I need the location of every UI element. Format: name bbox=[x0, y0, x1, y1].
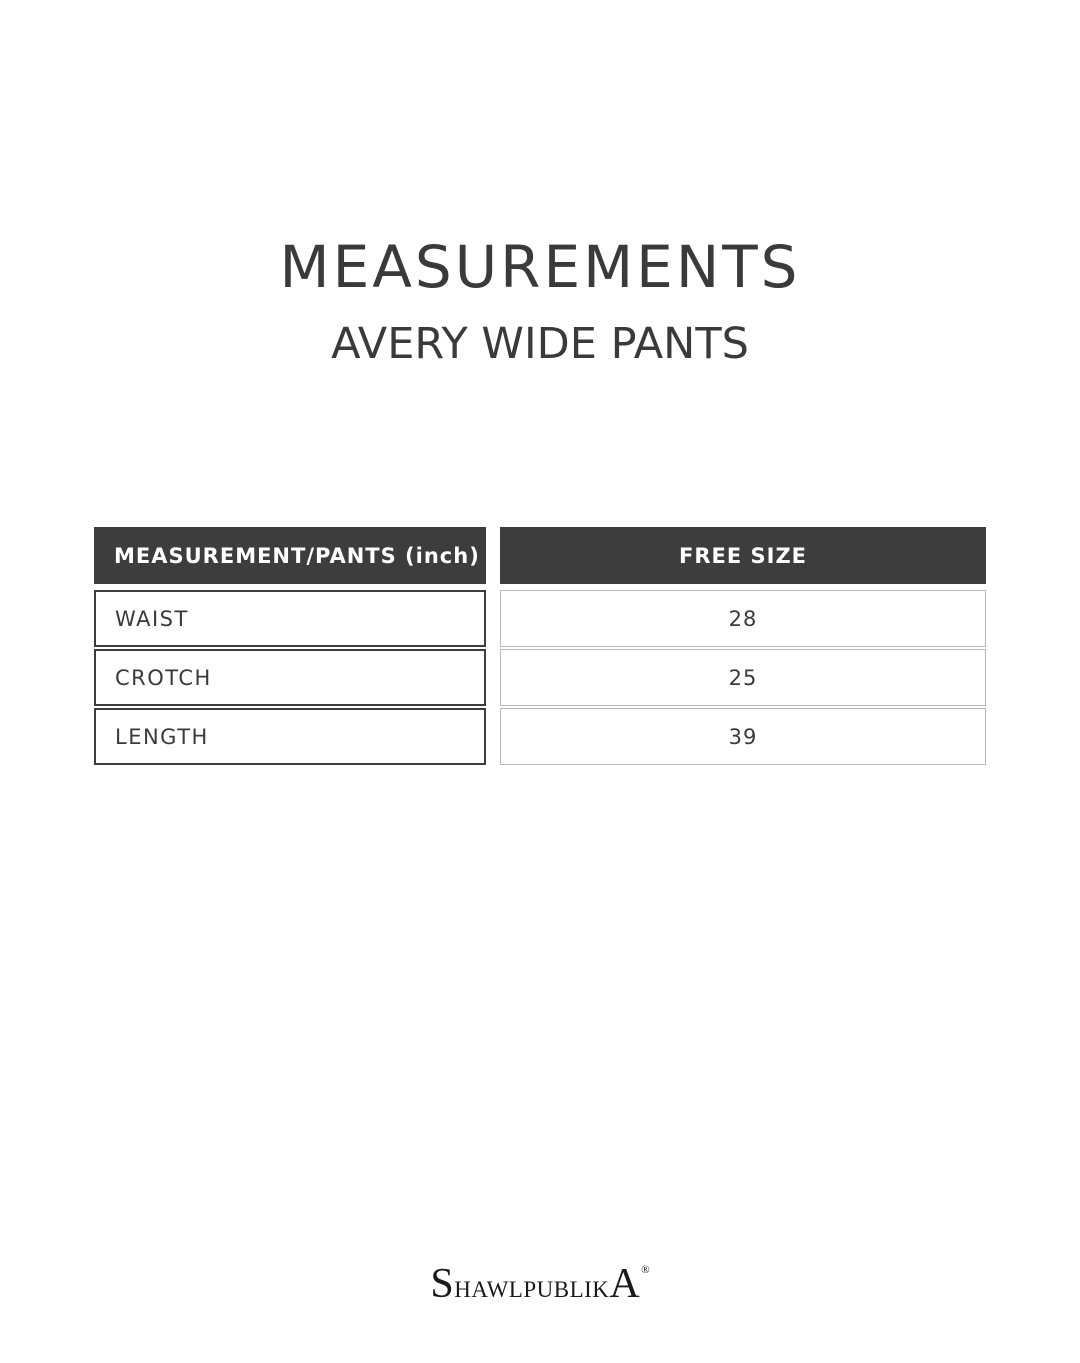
brand-last-letter: A bbox=[609, 1261, 641, 1307]
registered-mark: ® bbox=[641, 1264, 650, 1276]
table-row-label-waist: WAIST bbox=[94, 590, 486, 647]
page-subtitle: AVERY WIDE PANTS bbox=[331, 319, 749, 369]
brand-logo bbox=[0, 1245, 1080, 1318]
page-title: MEASUREMENTS bbox=[279, 233, 801, 301]
table-row-label-crotch: CROTCH bbox=[94, 649, 486, 706]
table-header-label: MEASUREMENT/PANTS (inch) bbox=[94, 527, 486, 584]
brand-middle: hawlpublik bbox=[454, 1269, 610, 1305]
brand-wordmark bbox=[430, 1261, 641, 1307]
table-header-value: FREE SIZE bbox=[500, 527, 986, 584]
measurement-value-column bbox=[500, 527, 986, 767]
measurement-label-column bbox=[94, 527, 486, 767]
table-row-value-length: 39 bbox=[500, 708, 986, 765]
table-row-value-waist: 28 bbox=[500, 590, 986, 647]
brand-first-letter: S bbox=[430, 1261, 455, 1307]
table-row-label-length: LENGTH bbox=[94, 708, 486, 765]
table-row-value-crotch: 25 bbox=[500, 649, 986, 706]
